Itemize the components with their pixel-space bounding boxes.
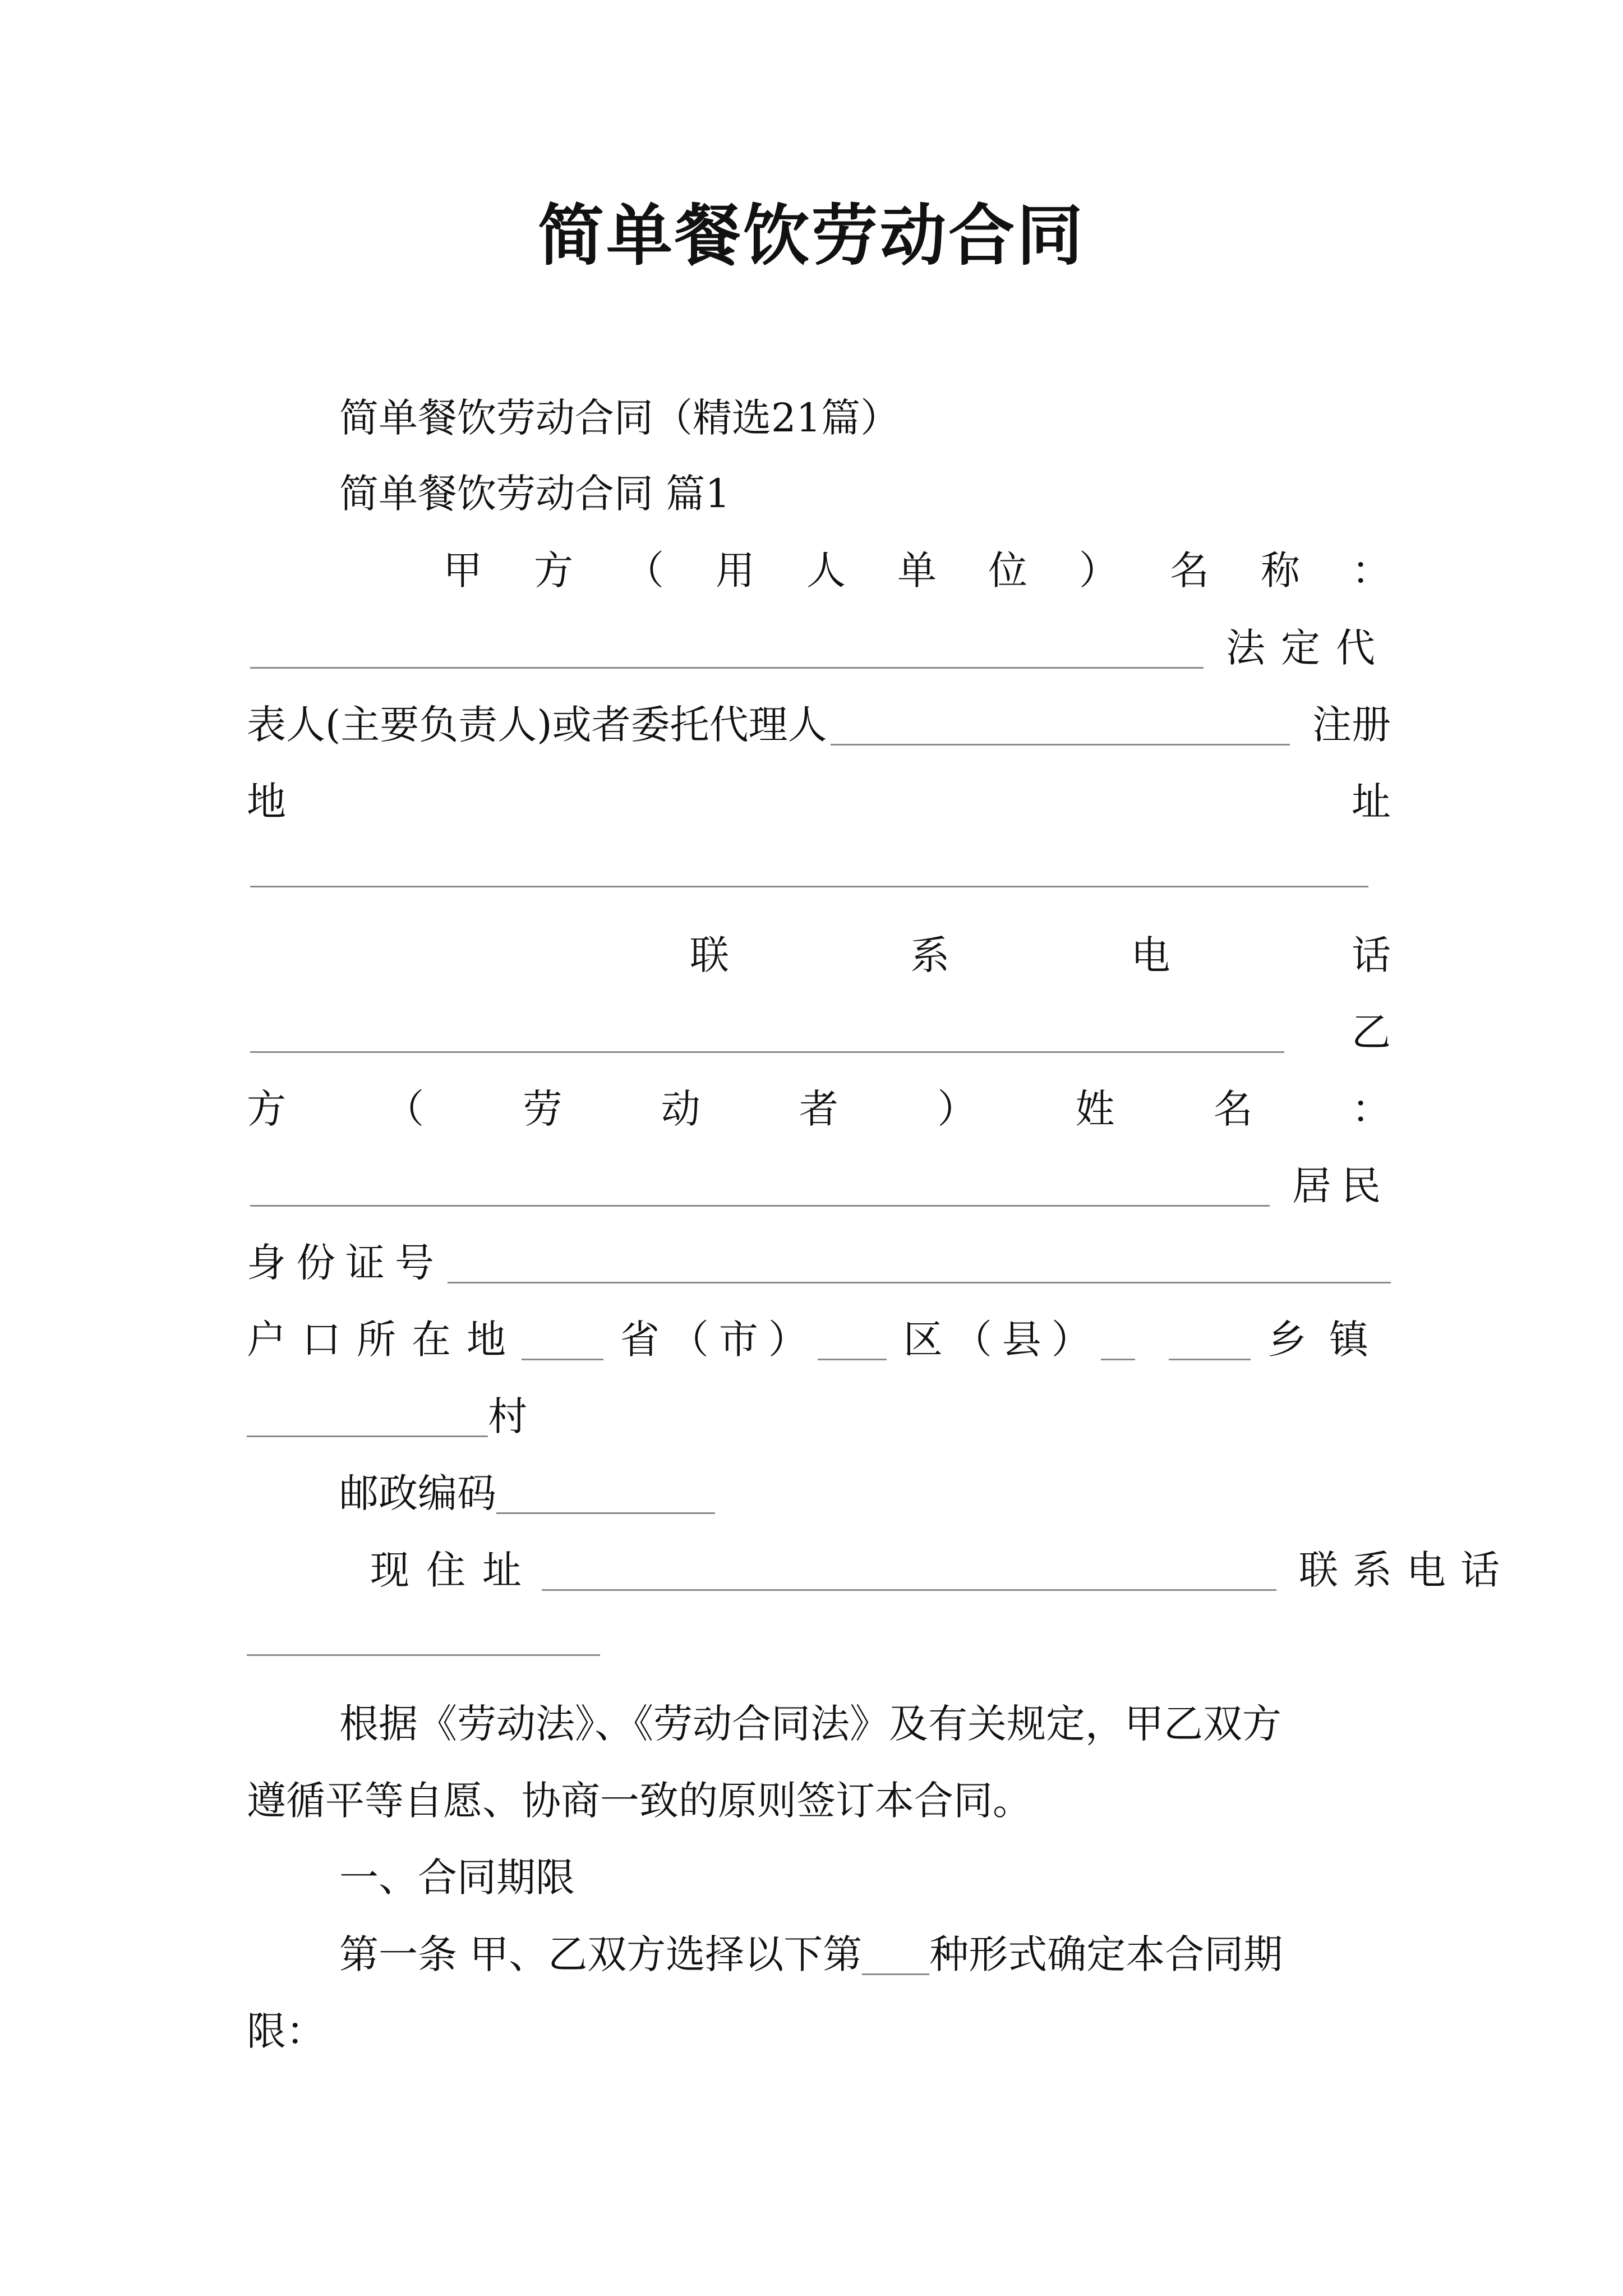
id-rest: 身份证号 <box>247 1240 444 1286</box>
legal-rep-start: 法定代 <box>1226 625 1391 671</box>
party-b-char: （ <box>385 1086 425 1132</box>
postcode-label: 邮政编码 <box>339 1470 496 1516</box>
party-b-phone-label: 联系电话 <box>1299 1547 1514 1593</box>
party-b-name-label <box>247 1078 1391 1140</box>
party-b-char: 方 <box>247 1086 286 1132</box>
article-1-part-a: 第一条 甲、乙双方选择以下第 <box>339 1931 863 1977</box>
party-a-phone-label <box>247 924 1391 986</box>
party-b-char: 名 <box>1213 1086 1253 1132</box>
postcode-blank[interactable] <box>496 1512 715 1514</box>
party-b-name-blank-line <box>247 1155 1391 1217</box>
id-start: 居民 <box>1292 1163 1391 1209</box>
party-b-char: ） <box>937 1086 977 1132</box>
party-b-char: 者 <box>799 1086 838 1132</box>
reg-addr-right: 址 <box>1352 779 1391 825</box>
current-addr-blank[interactable] <box>542 1589 1276 1591</box>
party-b-name-blank[interactable] <box>250 1205 1270 1207</box>
legal-rep-rest: 表人(主要负责人)或者委托代理人 <box>247 702 827 748</box>
party-a-char: 方 <box>534 547 573 593</box>
party-b-start: 乙 <box>1352 1009 1391 1055</box>
party-a-char: ： <box>1352 547 1391 593</box>
preamble-line-1: 根据《劳动法》、《劳动合同法》及有关规定，甲乙双方 <box>339 1701 1281 1747</box>
province-blank[interactable] <box>522 1359 603 1360</box>
party-a-char: 人 <box>806 547 846 593</box>
party-b-char: 姓 <box>1075 1086 1115 1132</box>
party-a-name-blank[interactable] <box>250 667 1204 669</box>
section-heading: 简单餐饮劳动合同 篇1 <box>339 471 730 517</box>
reg-addr-left: 地 <box>247 779 286 825</box>
current-addr-label: 现住址 <box>370 1547 538 1593</box>
party-a-char: 位 <box>988 547 1027 593</box>
party-a-name-blank-line <box>247 617 1391 679</box>
party-a-char: 名 <box>1170 547 1209 593</box>
party-b-char: ： <box>1352 1086 1391 1132</box>
party-a-char: ） <box>1079 547 1118 593</box>
town-label: 乡镇 <box>1267 1317 1391 1363</box>
party-a-char: （ <box>625 547 664 593</box>
subtitle: 简单餐饮劳动合同（精选21篇） <box>339 395 900 441</box>
phone-char: 系 <box>910 932 950 978</box>
party-b-phone-blank-line <box>247 1604 1391 1666</box>
document-title: 简单餐饮劳动合同 <box>537 196 1085 274</box>
party-b-phone-blank[interactable] <box>247 1654 600 1656</box>
party-a-char: 单 <box>897 547 937 593</box>
article-1-part-b: 种形式确定本合同期 <box>929 1931 1283 1977</box>
party-a-phone-blank[interactable] <box>250 1051 1284 1053</box>
party-a-char: 称 <box>1261 547 1300 593</box>
id-line <box>247 1232 1391 1294</box>
hukou-line <box>247 1309 1391 1370</box>
hukou-label: 户口所在地 <box>247 1317 522 1363</box>
party-a-phone-blank-line <box>247 1001 1391 1063</box>
current-addr-line <box>247 1539 1514 1601</box>
reg-addr-start: 注册 <box>1312 702 1391 748</box>
province-label: 省（市） <box>620 1317 818 1363</box>
party-a-name-label <box>247 540 1391 601</box>
district-label: 区（县） <box>903 1317 1101 1363</box>
party-a-char: 甲 <box>443 547 482 593</box>
phone-char: 电 <box>1131 932 1170 978</box>
article-1-line-1 <box>247 1924 1483 1985</box>
district-blank[interactable] <box>818 1359 887 1360</box>
legal-rep-blank[interactable] <box>831 744 1290 746</box>
phone-char: 话 <box>1351 932 1391 978</box>
chapter-heading: 一、合同期限 <box>339 1855 575 1901</box>
village-line <box>247 1386 1391 1447</box>
village-label: 村 <box>488 1393 527 1439</box>
town-blank-a[interactable] <box>1101 1359 1135 1360</box>
article-1-blank[interactable] <box>862 1973 929 1975</box>
phone-char: 联 <box>690 932 729 978</box>
town-blank-b[interactable] <box>1169 1359 1251 1360</box>
preamble-line-2: 遵循平等自愿、协商一致的原则签订本合同。 <box>247 1778 1032 1824</box>
reg-addr-blank-line <box>247 836 1368 898</box>
party-b-char: 劳 <box>523 1086 562 1132</box>
reg-addr-line <box>247 771 1391 832</box>
village-blank[interactable] <box>247 1435 488 1437</box>
article-1-line-2: 限： <box>247 2008 325 2054</box>
party-a-char: 用 <box>716 547 755 593</box>
reg-addr-blank[interactable] <box>250 886 1368 887</box>
postcode-line <box>247 1462 1483 1524</box>
party-b-char: 动 <box>661 1086 700 1132</box>
id-blank[interactable] <box>448 1282 1391 1283</box>
legal-rep-line <box>247 694 1391 756</box>
